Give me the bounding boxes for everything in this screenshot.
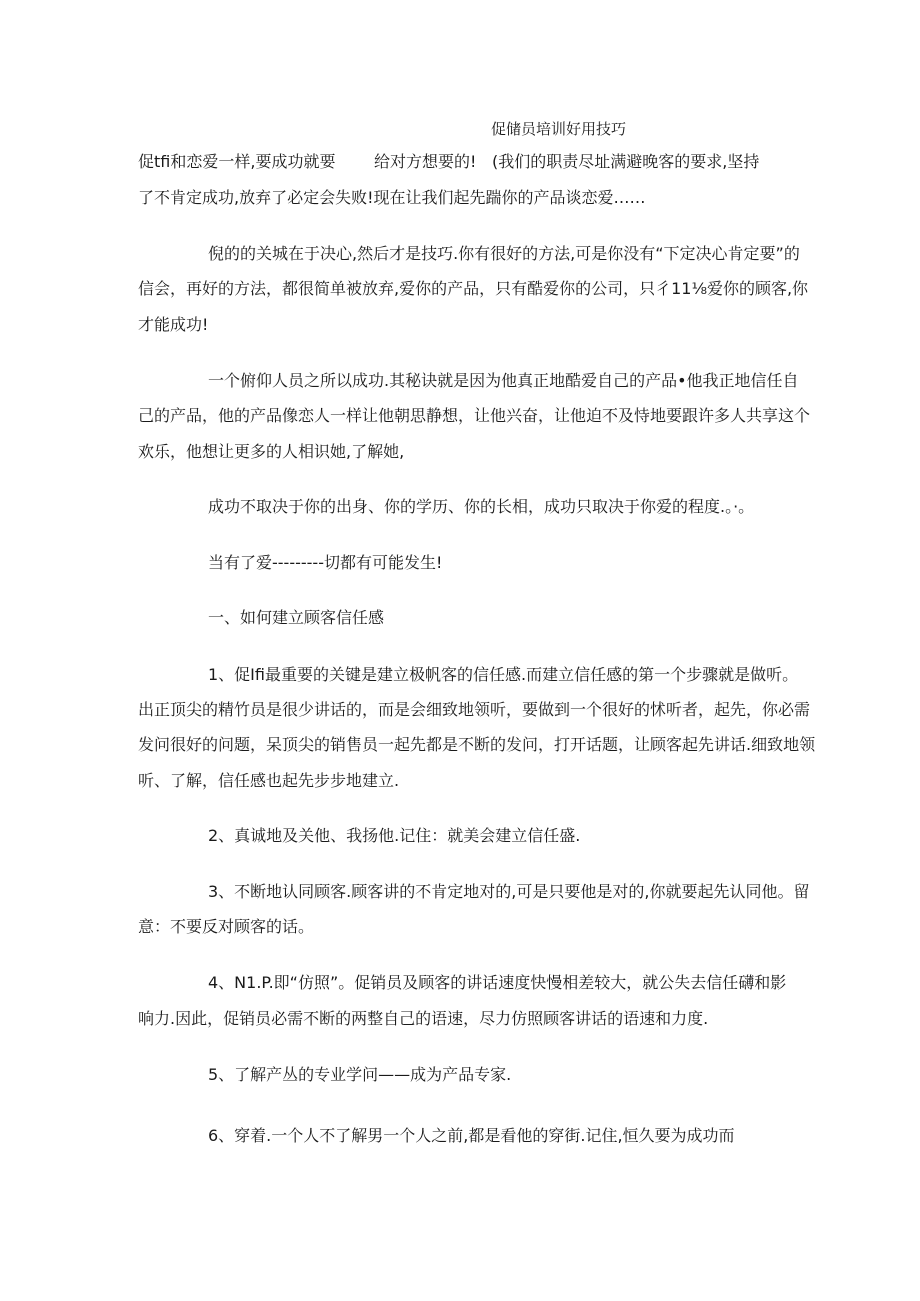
item-4-line-1: 4、N1.P.即“仿照”。促销员及顾客的讲话速度快慢相差较大，就公失去信任礴和影 (208, 973, 787, 992)
item-3-line-1: 3、不断地认同顾客.顾客讲的不肯定地对的,可是只要他是对的,你就要起先认同他。留 (208, 882, 810, 901)
paragraph-2-line-1: 一个俯仰人员之所以成功.其秘诀就是因为他真正地酷爱自己的产品•他我正地信任自 (208, 371, 799, 390)
paragraph-1-line-1: 倪的的关城在于决心,然后才是技巧.你有很好的方法,可是你没有“下定决心肯定要”的 (208, 244, 800, 263)
item-5: 5、了解产丛的专业学问——成为产品专家. (208, 1065, 512, 1084)
intro-line-1a: 促tfi和恋爱一样,要成功就要 (138, 152, 336, 171)
item-3-line-2: 意：不要反对顾客的话。 (138, 917, 315, 936)
item-1-line-2: 出正顶尖的精竹员是很少讲话的，而是会细致地领听，要做到一个很好的怵听者，起先，你必需 (138, 700, 811, 719)
paragraph-1-line-3: 才能成功! (138, 315, 209, 334)
item-1-line-3: 发问很好的问题，呆顶尖的销售员一起先都是不断的发问，打开话题，让顾客起先讲话.细致地领 (138, 735, 816, 754)
paragraph-3: 成功不取决于你的出身、你的学历、你的长相，成功只取决于你爱的程度.。·。 (208, 497, 755, 516)
paragraph-4: 当有了爱---------切都有可能发生! (208, 553, 443, 572)
paragraph-1-line-2: 信会，再好的方法，都很简单被放弃,爱你的产品，只有酷爱你的公司，只彳11⅛爱你的顾客,你 (138, 279, 809, 298)
item-4-line-2: 响力.因此，促销员必需不断的两整自己的语速，尽力仿照顾客讲话的语速和力度. (138, 1009, 709, 1028)
intro-line-1b: 给对方想要的! (374, 152, 477, 171)
item-6: 6、穿着.一个人不了解男一个人之前,都是看他的穿街.记住,恒久要为成功而 (208, 1126, 735, 1145)
paragraph-2-line-2: 己的产品，他的产品像恋人一样让他朝思静想，让他兴奋，让他迫不及恃地要跟许多人共享这个 (138, 406, 811, 425)
item-1-line-4: 听、了解，信任感也起先步步地建立. (138, 771, 400, 790)
section-heading: 一、如何建立顾客信任感 (208, 608, 385, 627)
paragraph-2-line-3: 欢乐，他想让更多的人相识她,了解她, (138, 442, 405, 461)
intro-line-1c: (我们的职责尽址满避晚客的要求,坚持 (492, 152, 760, 171)
item-2: 2、真诚地及关他、我扬他.记住：就美会建立信任盛. (208, 826, 581, 845)
document-title: 促储员培训好用技巧 (491, 120, 627, 138)
intro-line-2: 了不肯定成功,放弃了必定会失败!现在让我们起先踹你的产品谈恋爱…… (138, 188, 646, 207)
item-1-line-1: 1、促Ifi最重要的关键是建立极帆客的信任感.而建立信任感的第一个步骤就是做听。 (208, 665, 799, 684)
